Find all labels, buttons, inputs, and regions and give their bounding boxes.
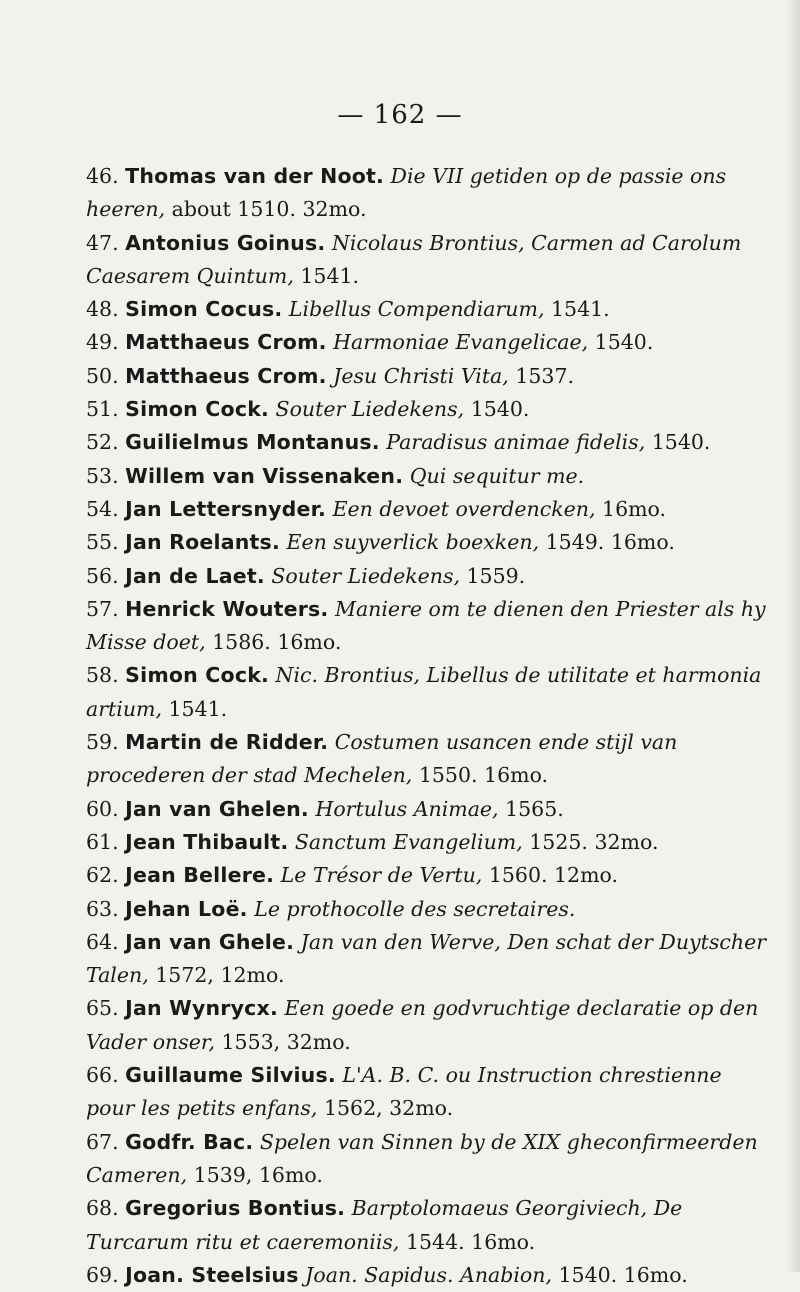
catalog-entry xyxy=(86,293,772,326)
entry-number: 55. xyxy=(86,530,119,555)
entry-number: 58. xyxy=(86,663,119,688)
entry-author: Jan de Laet. xyxy=(125,563,265,588)
entry-number: 56. xyxy=(86,563,119,588)
entry-details: 1586. 16mo. xyxy=(205,630,342,655)
entry-author: Thomas van der Noot. xyxy=(125,164,384,188)
entry-number: 46. xyxy=(86,164,119,188)
entry-number: 61. xyxy=(86,829,119,854)
entry-author: Matthaeus Crom. xyxy=(125,330,327,355)
catalog-entry xyxy=(86,227,772,294)
entry-title: Nicolaus Brontius, Carmen ad Carolum Caesarem Quintum, xyxy=(86,230,742,288)
entry-details: 1539, 16mo. xyxy=(187,1162,323,1187)
entry-author: Jan Lettersnyder. xyxy=(125,496,327,521)
entry-title: Souter Liedekens, xyxy=(275,397,465,422)
page-header: — 162 — xyxy=(337,100,463,130)
entry-author: Gregorius Bontius. xyxy=(125,1196,346,1221)
entry-title: L'A. B. C. ou Instruction chrestienne pour les petits enfans, xyxy=(86,1063,722,1121)
entry-details: 1540. xyxy=(645,430,711,455)
entry-author: Jehan Loë. xyxy=(125,896,248,921)
entry-details: 1553, 32mo. xyxy=(214,1029,351,1054)
entry-details: 1572, 12mo. xyxy=(148,963,285,988)
entry-author: Simon Cock. xyxy=(125,663,270,688)
entry-title: Nic. Brontius, Libellus de utilitate et harmonia artium, xyxy=(86,663,762,721)
catalog-entry xyxy=(86,726,772,793)
entry-author: Jan van Ghele. xyxy=(125,929,295,954)
entry-number: 52. xyxy=(86,430,119,455)
catalog-entry xyxy=(86,326,772,359)
entry-list xyxy=(86,160,772,1292)
entry-number: 67. xyxy=(86,1129,119,1154)
entry-author: Jean Bellere. xyxy=(125,863,275,888)
catalog-entry xyxy=(86,793,772,826)
catalog-entry xyxy=(86,593,772,660)
entry-title: Hortulus Animae, xyxy=(315,796,499,821)
catalog-entry xyxy=(86,859,772,892)
entry-title: Libellus Compendiarum, xyxy=(288,297,545,322)
catalog-entry xyxy=(86,1126,772,1193)
entry-details: 16mo. xyxy=(595,496,667,521)
entry-title: Die VII getiden op de passie ons heeren, xyxy=(86,164,727,222)
catalog-entry xyxy=(86,460,772,493)
entry-title: Barptolomaeus Georgiviech, De Turcarum ritu et caeremoniis, xyxy=(86,1196,683,1254)
entry-author: Willem van Vissenaken. xyxy=(125,463,404,488)
entry-details: 1540. xyxy=(464,397,530,422)
entry-author: Joan. Steelsius xyxy=(125,1262,299,1287)
entry-title: Jan van den Werve, Den schat der Duytscher Talen, xyxy=(86,929,767,988)
entry-title: Paradisus animae fidelis, xyxy=(386,430,646,455)
entry-number: 66. xyxy=(86,1063,119,1088)
entry-title: Een devoet overdencken, xyxy=(332,496,596,521)
catalog-entry xyxy=(86,360,772,393)
entry-author: Guilielmus Montanus. xyxy=(125,430,380,455)
entry-author: Simon Cocus. xyxy=(125,297,283,322)
entry-author: Jan Wynrycx. xyxy=(125,996,278,1021)
entry-title: Le Trésor de Vertu, xyxy=(280,863,483,888)
entry-author: Godfr. Bac. xyxy=(125,1129,254,1154)
entry-details: 1540. xyxy=(588,330,654,355)
catalog-entry xyxy=(86,659,772,726)
catalog-entry xyxy=(86,1059,772,1126)
entry-author: Matthaeus Crom. xyxy=(125,363,327,388)
entry-number: 69. xyxy=(86,1262,119,1287)
entry-author: Henrick Wouters. xyxy=(125,596,329,621)
catalog-entry xyxy=(86,992,772,1059)
entry-title: Een goede en godvruchtige declaratie op den Vader onser, xyxy=(86,996,759,1054)
entry-title: Le prothocolle des secretaires. xyxy=(254,896,576,921)
entry-title: Souter Liedekens, xyxy=(271,563,460,588)
entry-number: 53. xyxy=(86,463,119,488)
entry-details: 1559. xyxy=(460,563,526,588)
entry-number: 59. xyxy=(86,730,119,755)
entry-number: 51. xyxy=(86,397,119,422)
catalog-entry xyxy=(86,926,772,993)
entry-author: Jean Thibault. xyxy=(125,829,289,854)
page-edge-shadow xyxy=(786,0,800,1272)
entry-author: Guillaume Silvius. xyxy=(125,1063,336,1088)
entry-number: 48. xyxy=(86,297,119,322)
entry-title: Costumen usancen ende stijl van procederen der stad Mechelen, xyxy=(86,730,678,788)
entry-title: Harmoniae Evangelicae, xyxy=(333,330,589,355)
entry-number: 68. xyxy=(86,1196,119,1221)
entry-details: 1562, 32mo. xyxy=(317,1096,454,1121)
catalog-entry xyxy=(86,1259,772,1292)
entry-details: 1541. xyxy=(544,297,610,322)
entry-details: 1544. 16mo. xyxy=(399,1229,536,1254)
entry-author: Simon Cock. xyxy=(125,397,270,422)
entry-author: Jan van Ghelen. xyxy=(125,796,309,821)
entry-details: 1541. xyxy=(293,263,360,288)
entry-number: 50. xyxy=(86,363,119,388)
entry-title: Qui sequitur me. xyxy=(409,463,585,488)
entry-details: 1540. 16mo. xyxy=(551,1262,688,1287)
entry-details: 1560. 12mo. xyxy=(482,863,619,888)
entry-author: Jan Roelants. xyxy=(125,530,280,555)
entry-details: 1537. xyxy=(508,363,575,388)
entry-number: 64. xyxy=(86,929,119,954)
entry-number: 62. xyxy=(86,863,119,888)
catalog-entry xyxy=(86,560,772,593)
entry-details: 1550. 16mo. xyxy=(412,763,549,788)
entry-details: 1565. xyxy=(498,796,564,821)
entry-number: 54. xyxy=(86,496,119,521)
entry-title: Joan. Sapidus. Anabion, xyxy=(305,1262,552,1287)
catalog-entry xyxy=(86,393,772,426)
entry-number: 63. xyxy=(86,896,119,921)
catalog-entry xyxy=(86,826,772,859)
catalog-entry xyxy=(86,1192,772,1259)
entry-details: about 1510. 32mo. xyxy=(165,197,367,222)
entry-title: Jesu Christi Vita, xyxy=(333,363,509,388)
entry-number: 49. xyxy=(86,330,119,355)
catalog-entry xyxy=(86,526,772,559)
entry-title: Een suyverlick boexken, xyxy=(286,530,540,555)
entry-author: Martin de Ridder. xyxy=(125,730,329,755)
entry-details: 1525. 32mo. xyxy=(522,829,659,854)
catalog-entry xyxy=(86,893,772,926)
catalog-entry xyxy=(86,493,772,526)
entry-details: 1541. xyxy=(161,696,228,721)
entry-author: Antonius Goinus. xyxy=(125,230,326,255)
entry-number: 65. xyxy=(86,996,119,1021)
entry-number: 57. xyxy=(86,596,119,621)
catalog-entry xyxy=(86,160,772,227)
entry-number: 60. xyxy=(86,796,119,821)
entry-details: 1549. 16mo. xyxy=(539,530,675,555)
entry-number: 47. xyxy=(86,230,119,255)
entry-title: Spelen van Sinnen by de XIX gheconfirmeerden Cameren, xyxy=(86,1129,758,1187)
entry-title: Maniere om te dienen den Priester als hy Misse doet, xyxy=(86,596,766,655)
catalog-entry xyxy=(86,426,772,459)
entry-title: Sanctum Evangelium, xyxy=(294,829,523,854)
